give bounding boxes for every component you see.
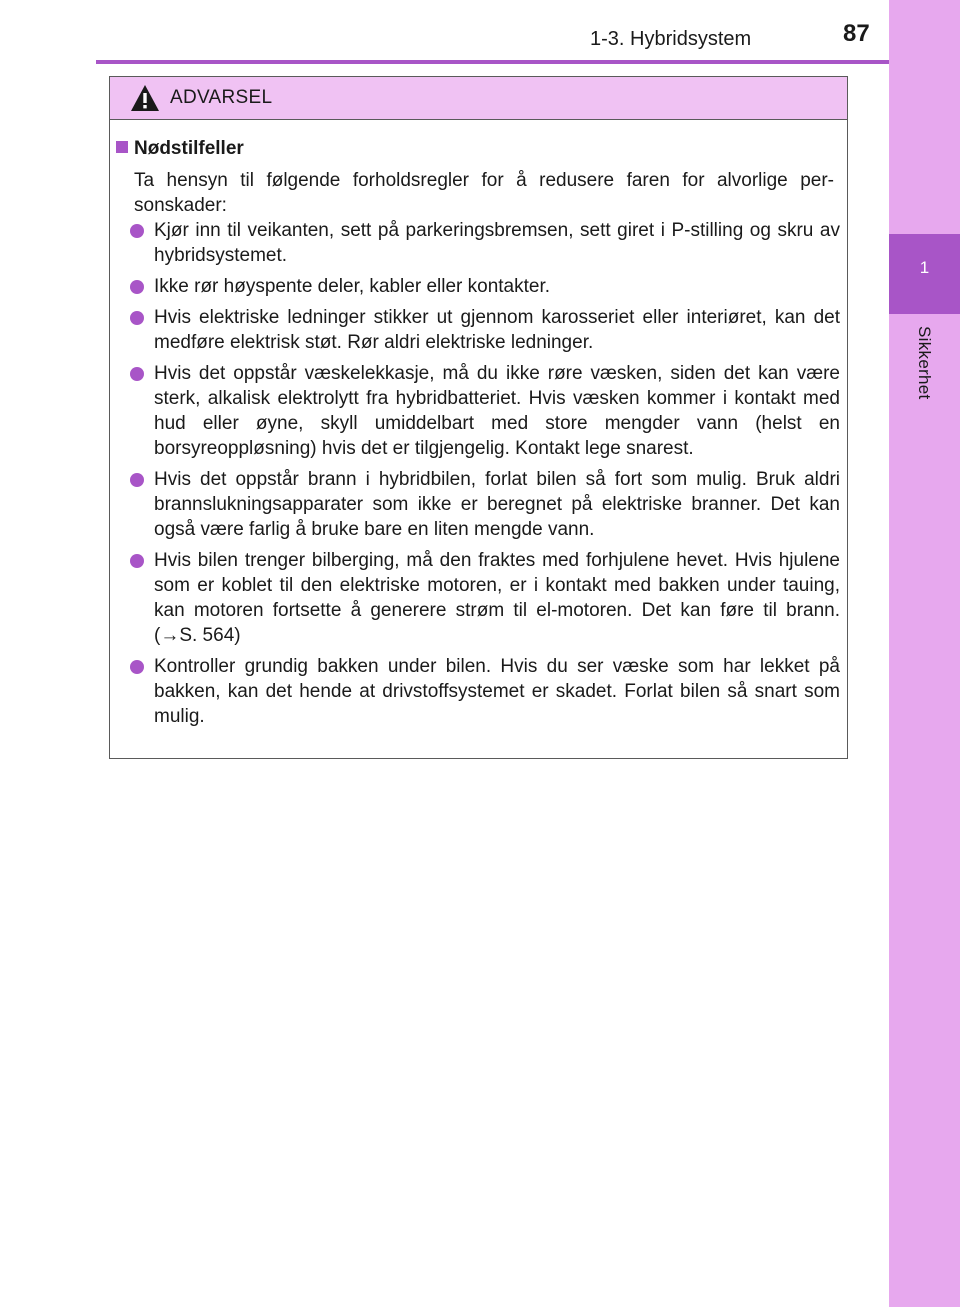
list-item: Hvis bilen trenger bilberging, må den fraktes med forhjulene hevet. Hvis hjulene som er koblet til den elektriske motoren, er i kontakt med bakken under tauing, kan motoren fortsette å generere strøm til el-motoren. Det kan føre til brann. (→S. 564) <box>128 548 840 648</box>
warning-bullet-list <box>128 218 840 735</box>
list-item: Hvis elektriske ledninger stikker ut gjennom karosseriet eller interiøret, kan det medføre elektrisk støt. Rør aldri elektriske ledninger. <box>128 305 840 355</box>
side-tab <box>889 0 960 1307</box>
chapter-number: 1 <box>919 258 930 277</box>
warning-box <box>109 76 848 759</box>
header-rule <box>96 60 889 64</box>
bullet-dot-icon <box>130 554 144 568</box>
bullet-dot-icon <box>130 473 144 487</box>
list-item: Hvis det oppstår væskelekkasje, må du ikke røre væsken, siden det kan være sterk, alkalisk elektrolytt fra hybridbatteriet. Hvis væsken kommer i kontakt med hud eller øyne, skyll umiddelbart med store mengder vann (helst en borsyreoppløsning) hvis det er tilgjengelig. Kontakt lege snarest. <box>128 361 840 461</box>
bullet-dot-icon <box>130 660 144 674</box>
section-title: 1-3. Hybridsystem <box>590 28 752 50</box>
bullet-dot-icon <box>130 280 144 294</box>
list-item: Kjør inn til veikanten, sett på parkeringsbremsen, sett giret i P-stilling og skru av hybridsystemet. <box>128 218 840 268</box>
list-item: Kontroller grundig bakken under bilen. Hvis du ser væske som har lekket på bakken, kan det hende at drivstoffsystemet er skadet. Forlat bilen så snart som mulig. <box>128 654 840 729</box>
warning-title: ADVARSEL <box>170 87 273 108</box>
warning-triangle-icon <box>130 84 160 112</box>
bullet-dot-icon <box>130 367 144 381</box>
bullet-dot-icon <box>130 311 144 325</box>
warning-subheading <box>116 138 244 160</box>
list-item: Hvis det oppstår brann i hybridbilen, forlat bilen så fort som mulig. Bruk aldri brannslukningsapparater som ikke er beregnet på elektriske branner. Det kan også være farlig å bruke bare en liten mengde vann. <box>128 467 840 542</box>
warning-header <box>110 77 847 120</box>
square-bullet-icon <box>116 141 128 153</box>
subheading-text: Nødstilfeller <box>134 138 244 159</box>
list-item: Ikke rør høyspente deler, kabler eller kontakter. <box>128 274 840 299</box>
chapter-label: Sikkerhet <box>915 326 934 400</box>
warning-intro: Ta hensyn til følgende forholdsregler for å redusere faren for alvorlige personskader: <box>134 170 834 216</box>
bullet-dot-icon <box>130 224 144 238</box>
page-number: 87 <box>843 20 870 47</box>
